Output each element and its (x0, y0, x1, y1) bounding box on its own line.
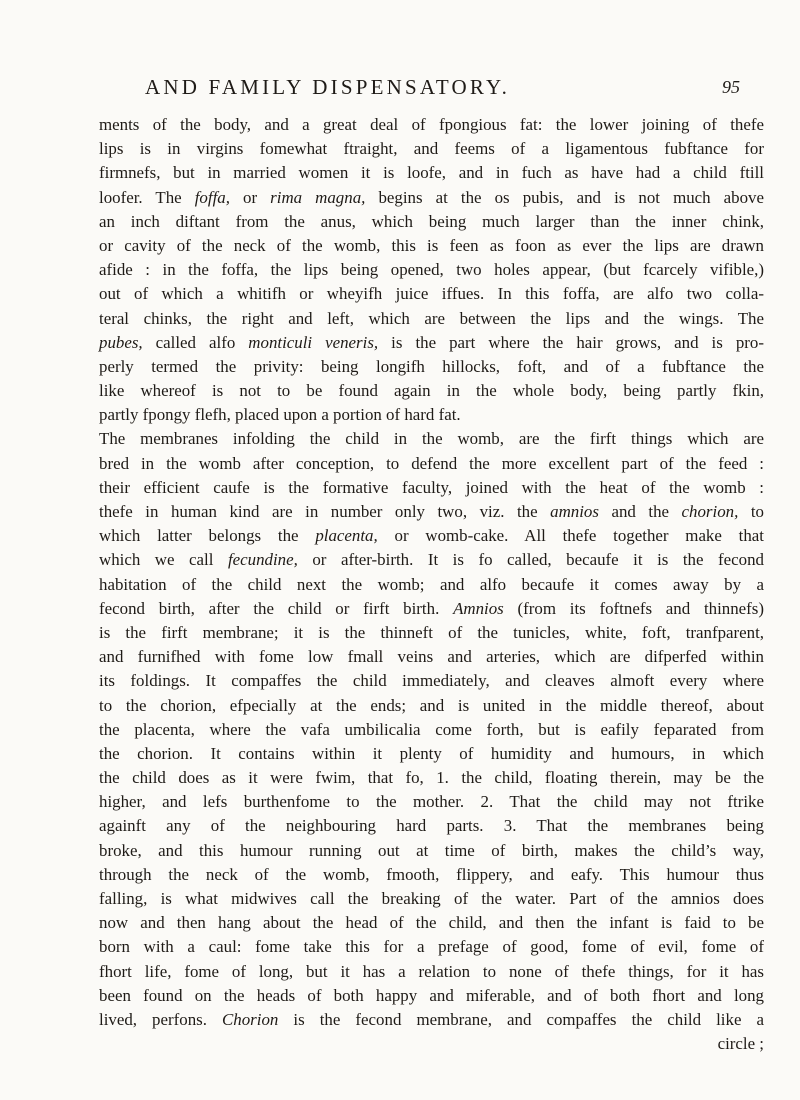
text-run: or after-birth. It is fo called, becaufe it is the fecond (297, 550, 764, 570)
text-line (99, 694, 764, 718)
text-run: their efficient caufe is the formative faculty, joined with the heat of the womb : (99, 477, 764, 497)
text-line (99, 548, 764, 572)
running-head (0, 75, 800, 101)
text-line (99, 911, 764, 935)
text-run: the placenta, where the vafa umbilicalia come forth, but is eafily feparated from (99, 719, 764, 739)
text-run: which we call (99, 550, 228, 570)
text-run: to the chorion, efpecially at the ends; and is united in the middle thereof, about (99, 695, 764, 715)
text-line (99, 814, 764, 838)
text-run: ments of the body, and a great deal of fpongious fat: the lower joining of thefe (99, 115, 764, 134)
italic-term: fecundine, (227, 550, 298, 570)
text-run: loofer. The (99, 187, 195, 207)
italic-term: chorion, (681, 502, 739, 521)
text-line (99, 887, 764, 911)
text-run: partly fpongy flefh, placed upon a portion of hard fat. (99, 405, 461, 425)
text-line (99, 597, 764, 621)
text-run: like whereof is not to be found again in the whole body, being partly fkin, (99, 381, 764, 401)
text-line (99, 790, 764, 814)
italic-term: Amnios (453, 598, 504, 618)
text-run: or (229, 187, 271, 207)
text-line (99, 500, 764, 524)
text-run: out of which a whitifh or wheyifh juice iffues. In this foffa, are alfo two colla- (99, 284, 764, 304)
text-run: the chorion. It contains within it plenty of humidity and humours, in which (99, 743, 764, 763)
text-line (99, 742, 764, 766)
text-line (99, 839, 764, 863)
text-run: falling, is what midwives call the breaking of the water. Part of the amnios does (99, 889, 764, 908)
text-line (99, 331, 764, 355)
text-line (99, 403, 764, 427)
text-line (99, 282, 764, 306)
text-run: perly termed the privity: being longifh hillocks, foft, and of a fubftance the (99, 356, 764, 376)
page-number: 95 (722, 77, 740, 97)
text-run: or cavity of the neck of the womb, this is feen as foon as ever the lips are drawn (99, 235, 764, 255)
italic-term: placenta, (315, 526, 378, 546)
text-line (99, 379, 764, 403)
text-run: thefe in human kind are in number only two, viz. the (99, 502, 551, 521)
text-run: or womb-cake. All thefe together make that (377, 526, 764, 546)
text-run: (from its foftnefs and thinnefs) (503, 598, 764, 618)
text-run: broke, and this humour running out at time of birth, makes the child’s way, (99, 840, 764, 860)
text-run: againft any of the neighbouring hard parts. 3. That the membranes being (99, 816, 764, 836)
text-line (99, 935, 764, 959)
text-run: called alfo (142, 332, 249, 352)
text-line (99, 186, 764, 210)
text-line (99, 984, 764, 1008)
text-run: afide : in the foffa, the lips being opened, two holes appear, (but fcarcely vifible,) (99, 260, 764, 280)
text-run: fecond birth, after the child or firft birth. (99, 598, 454, 618)
text-run: firmnefs, but in married women it is loofe, and in fuch as have had a child ftill (99, 163, 764, 183)
text-line (99, 863, 764, 887)
text-run: is the part where the hair grows, and is pro- (378, 332, 764, 352)
text-run: to (738, 502, 764, 521)
text-run: an inch diftant from the anus, which being much larger than the inner chink, (99, 211, 764, 231)
text-line (99, 766, 764, 790)
text-line (99, 210, 764, 234)
italic-term: foffa, (194, 187, 230, 207)
italic-term: rima magna, (270, 187, 366, 207)
text-line (99, 476, 764, 500)
text-run: and the (598, 502, 682, 521)
text-run: higher, and lefs burthenfome to the mother. 2. That the child may not ftrike (99, 792, 764, 812)
text-line (99, 718, 764, 742)
text-run: bred in the womb after conception, to defend the more excellent part of the feed : (99, 453, 764, 473)
text-line (99, 234, 764, 258)
text-line (99, 960, 764, 984)
text-run: which latter belongs the (99, 526, 316, 546)
text-run: been found on the heads of both happy and miferable, and of both fhort and long (99, 985, 764, 1005)
italic-term: amnios (550, 502, 599, 521)
text-run: the child does as it were fwim, that fo, 1. the child, floating therein, may be the (99, 768, 764, 788)
text-run: circle ; (717, 1034, 764, 1054)
text-run: The membranes infolding the child in the womb, are the firft things which are (99, 429, 764, 449)
text-line (99, 1032, 764, 1056)
text-run: through the neck of the womb, fmooth, flippery, and eafy. This humour thus (99, 864, 764, 884)
text-line (99, 1008, 764, 1032)
text-line (99, 113, 764, 137)
text-run: lips is in virgins fomewhat ftraight, and feems of a ligamentous fubftance for (99, 139, 764, 159)
text-line (99, 573, 764, 597)
text-line (99, 669, 764, 693)
italic-term: Chorion (222, 1009, 279, 1029)
text-run: habitation of the child next the womb; and alfo becaufe it comes away by a (99, 574, 764, 594)
italic-term: pubes, (99, 332, 143, 352)
text-run: and furnifhed with fome low fmall veins and arteries, which are difperfed within (99, 647, 764, 667)
text-run: fhort life, fome of long, but it has a relation to none of thefe things, for it has (99, 961, 764, 981)
text-run: is the fecond membrane, and compaffes the child like a (278, 1009, 764, 1029)
text-line (99, 137, 764, 161)
text-line (99, 258, 764, 282)
text-line (99, 524, 764, 548)
text-line (99, 645, 764, 669)
body-text (99, 113, 764, 1056)
text-line (99, 355, 764, 379)
text-line (99, 452, 764, 476)
italic-term: monticuli veneris, (248, 332, 379, 352)
text-run: now and then hang about the head of the child, and then the infant is faid to be (99, 913, 764, 933)
text-run: begins at the os pubis, and is not much above (365, 187, 765, 207)
running-title: AND FAMILY DISPENSATORY. (145, 75, 511, 99)
text-run: born with a caul: fome take this for a prefage of good, fome of evil, fome of (99, 937, 764, 957)
text-run: teral chinks, the right and left, which are between the lips and the wings. The (99, 308, 764, 328)
text-run: lived, perfons. (99, 1009, 223, 1029)
text-line (99, 307, 764, 331)
text-line (99, 621, 764, 645)
text-line (99, 161, 764, 185)
text-line (99, 427, 764, 451)
text-run: its foldings. It compaffes the child immediately, and cleaves almoft every where (99, 671, 764, 691)
text-run: is the firft membrane; it is the thinneft of the tunicles, white, foft, tranfparent, (99, 622, 764, 642)
